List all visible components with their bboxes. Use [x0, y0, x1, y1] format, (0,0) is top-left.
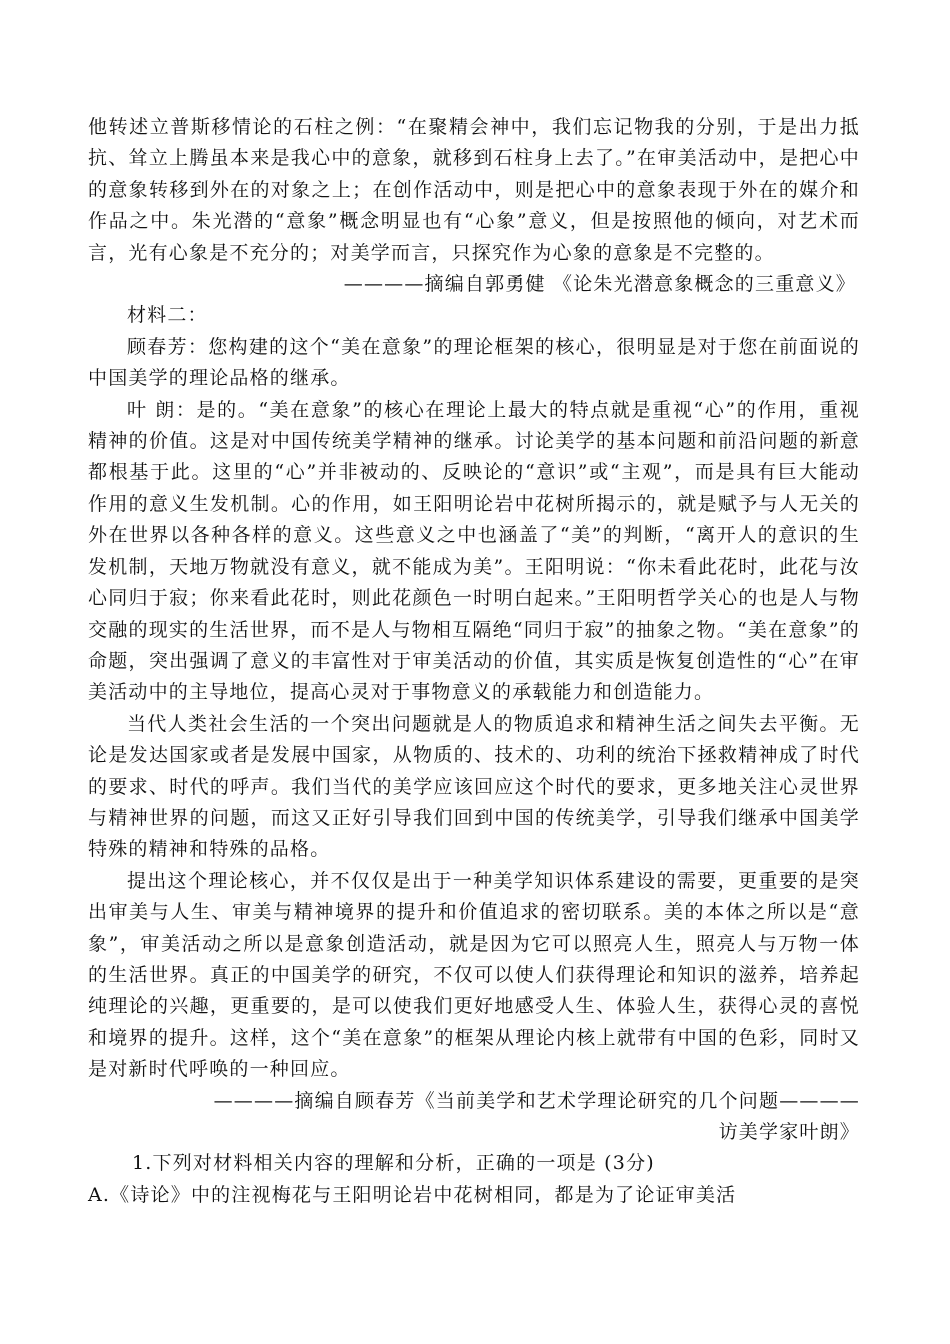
- material2-paragraph: 叶 朗：是的。“美在意象”的核心在理论上最大的特点就是重视“心”的作用，重视精神的价值。这是对中国传统美学精神的继承。讨论美学的基本问题和前沿问题的新意都根基于此。这里的“心”并非被动的、反映论的“意识”或“主观”，而是具有巨大能动作用的意义生发机制。心的作用，如王阳明论岩中花树所揭示的，就是赋予与人无关的外在世界以各种各样的意义。这些意义之中也涵盖了“美”的判断，“离开人的意识的生发机制，天地万物就没有意义，就不能成为美”。王阳明说：“你未看此花时，此花与汝心同归于寂；你来看此花时，则此花颜色一时明白起来。”王阳明哲学关心的也是人与物交融的现实的生活世界，而不是人与物相互隔绝“同归于寂”的抽象之物。“美在意象”的命题，突出强调了意义的丰富性对于审美活动的价值，其实质是恢复创造性的“心”在审美活动中的主导地位，提高心灵对于事物意义的承载能力和创造能力。: [88, 398, 860, 704]
- material2-source-line1: ————摘编自顾春芳《当前美学和艺术学理论研究的几个问题————: [213, 1089, 860, 1112]
- question-option-a: A.《诗论》中的注视梅花与王阳明论岩中花树相同，都是为了论证审美活: [88, 1183, 737, 1206]
- material2-paragraph: 当代人类社会生活的一个突出问题就是人的物质追求和精神生活之间失去平衡。无论是发达国家或者是发展中国家，从物质的、技术的、功利的统治下拯救精神成了时代的要求、时代的呼声。我们当代的美学应该回应这个时代的要求，更多地关注心灵世界与精神世界的问题，而这又正好引导我们回到中国的传统美学，引导我们继承中国美学特殊的精神和特殊的品格。: [88, 712, 860, 861]
- material2-heading: 材料二：: [126, 304, 208, 327]
- material2-source-line2: 访美学家叶朗》: [718, 1121, 860, 1143]
- document-page: [88, 112, 860, 1211]
- question-stem: 1.下列对材料相关内容的理解和分析，正确的一项是 (3分): [132, 1152, 655, 1175]
- material1-paragraph: 他转述立普斯移情论的石柱之例：“在聚精会神中，我们忘记物我的分别，于是出力抵抗、耸立上腾虽本来是我心中的意象，就移到石柱身上去了。”在审美活动中，是把心中的意象转移到外在的对象之上；在创作活动中，则是把心中的意象表现于外在的媒介和作品之中。朱光潜的“意象”概念明显也有“心象”意义，但是按照他的倾向，对艺术而言，光有心象是不充分的；对美学而言，只探究作为心象的意象是不完整的。: [88, 116, 860, 264]
- material2-paragraph: 顾春芳：您构建的这个“美在意象”的理论框架的核心，很明显是对于您在前面说的中国美学的理论品格的继承。: [88, 335, 860, 390]
- material1-source: ————摘编自郭勇健 《论朱光潜意象概念的三重意义》: [343, 273, 856, 296]
- material2-paragraph: 提出这个理论核心，并不仅仅是出于一种美学知识体系建设的需要，更重要的是突出审美与人生、审美与精神境界的提升和价值追求的密切联系。美的本体之所以是“意象”，审美活动之所以是意象创造活动，就是因为它可以照亮人生，照亮人与万物一体的生活世界。真正的中国美学的研究，不仅可以使人们获得理论和知识的滋养，培养起纯理论的兴趣，更重要的，是可以使我们更好地感受人生、体验人生，获得心灵的喜悦和境界的提升。这样，这个“美在意象”的框架从理论内核上就带有中国的色彩，同时又是对新时代呼唤的一种回应。: [88, 869, 860, 1081]
